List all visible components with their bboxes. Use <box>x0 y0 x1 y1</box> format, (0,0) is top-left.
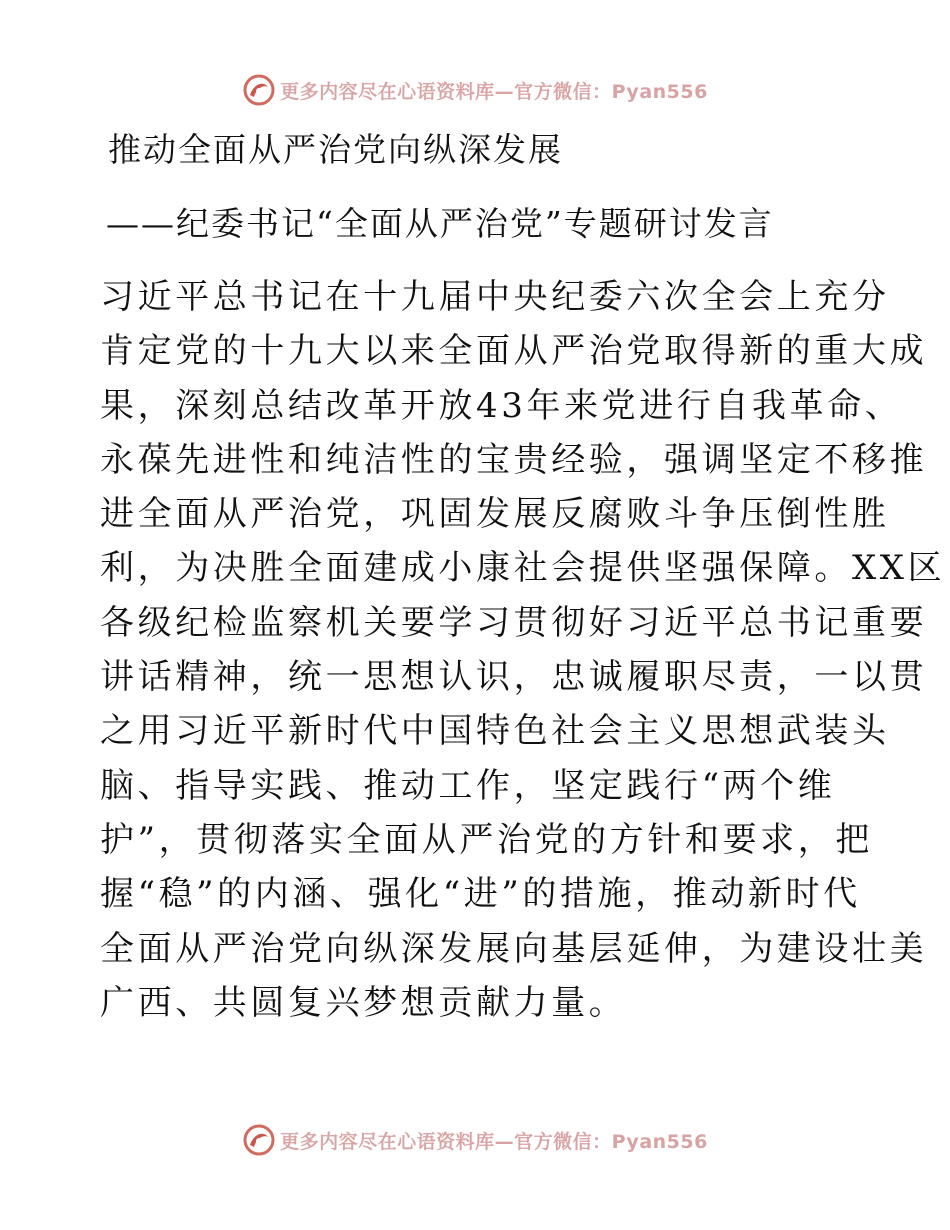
body-paragraph <box>100 270 946 1030</box>
paragraph-line: 握“稳”的内涵、强化“进”的措施，推动新时代 <box>100 874 861 915</box>
paragraph-line: 全面从严治党向纵深发展向基层延伸，为建设壮美 <box>100 928 928 969</box>
paragraph-line: 护”，贯彻落实全面从严治党的方针和要求，把 <box>100 819 873 860</box>
swirl-logo-icon <box>242 73 276 107</box>
paragraph-line: 利，为决胜全面建成小康社会提供坚强保障。XX区 <box>100 548 946 589</box>
paragraph-line: 果，深刻总结改革开放43年来党进行自我革命、 <box>100 385 903 426</box>
footer-watermark-banner <box>0 1120 950 1160</box>
paragraph-line: 脑、指导实践、推动工作，坚定践行“两个维 <box>100 765 836 806</box>
paragraph-line: 讲话精神，统一思想认识，忠诚履职尽责，一以贯 <box>100 657 928 698</box>
paragraph-line: 各级纪检监察机关要学习贯彻好习近平总书记重要 <box>100 602 928 643</box>
header-watermark-banner <box>0 70 950 110</box>
swirl-logo-icon <box>242 1123 276 1157</box>
banner-text: 更多内容尽在心语资料库—官方微信：Pyan556 <box>280 80 708 103</box>
paragraph-line: 进全面从严治党，巩固发展反腐败斗争压倒性胜 <box>100 494 890 535</box>
paragraph-line: 习近平总书记在十九届中央纪委六次全会上充分 <box>100 277 890 317</box>
banner-text: 更多内容尽在心语资料库—官方微信：Pyan556 <box>280 1130 708 1153</box>
paragraph-line: 广西、共圆复兴梦想贡献力量。 <box>100 982 627 1023</box>
paragraph-line: 之用习近平新时代中国特色社会主义思想武装头 <box>100 711 890 752</box>
paragraph-line: 永葆先进性和纯洁性的宝贵经验，强调坚定不移推 <box>100 439 928 480</box>
document-title: 推动全面从严治党向纵深发展 <box>108 130 563 169</box>
document-subtitle: ——纪委书记“全面从严治党”专题研讨发言 <box>106 204 774 243</box>
paragraph-line: 肯定党的十九大以来全面从严治党取得新的重大成 <box>100 331 928 372</box>
